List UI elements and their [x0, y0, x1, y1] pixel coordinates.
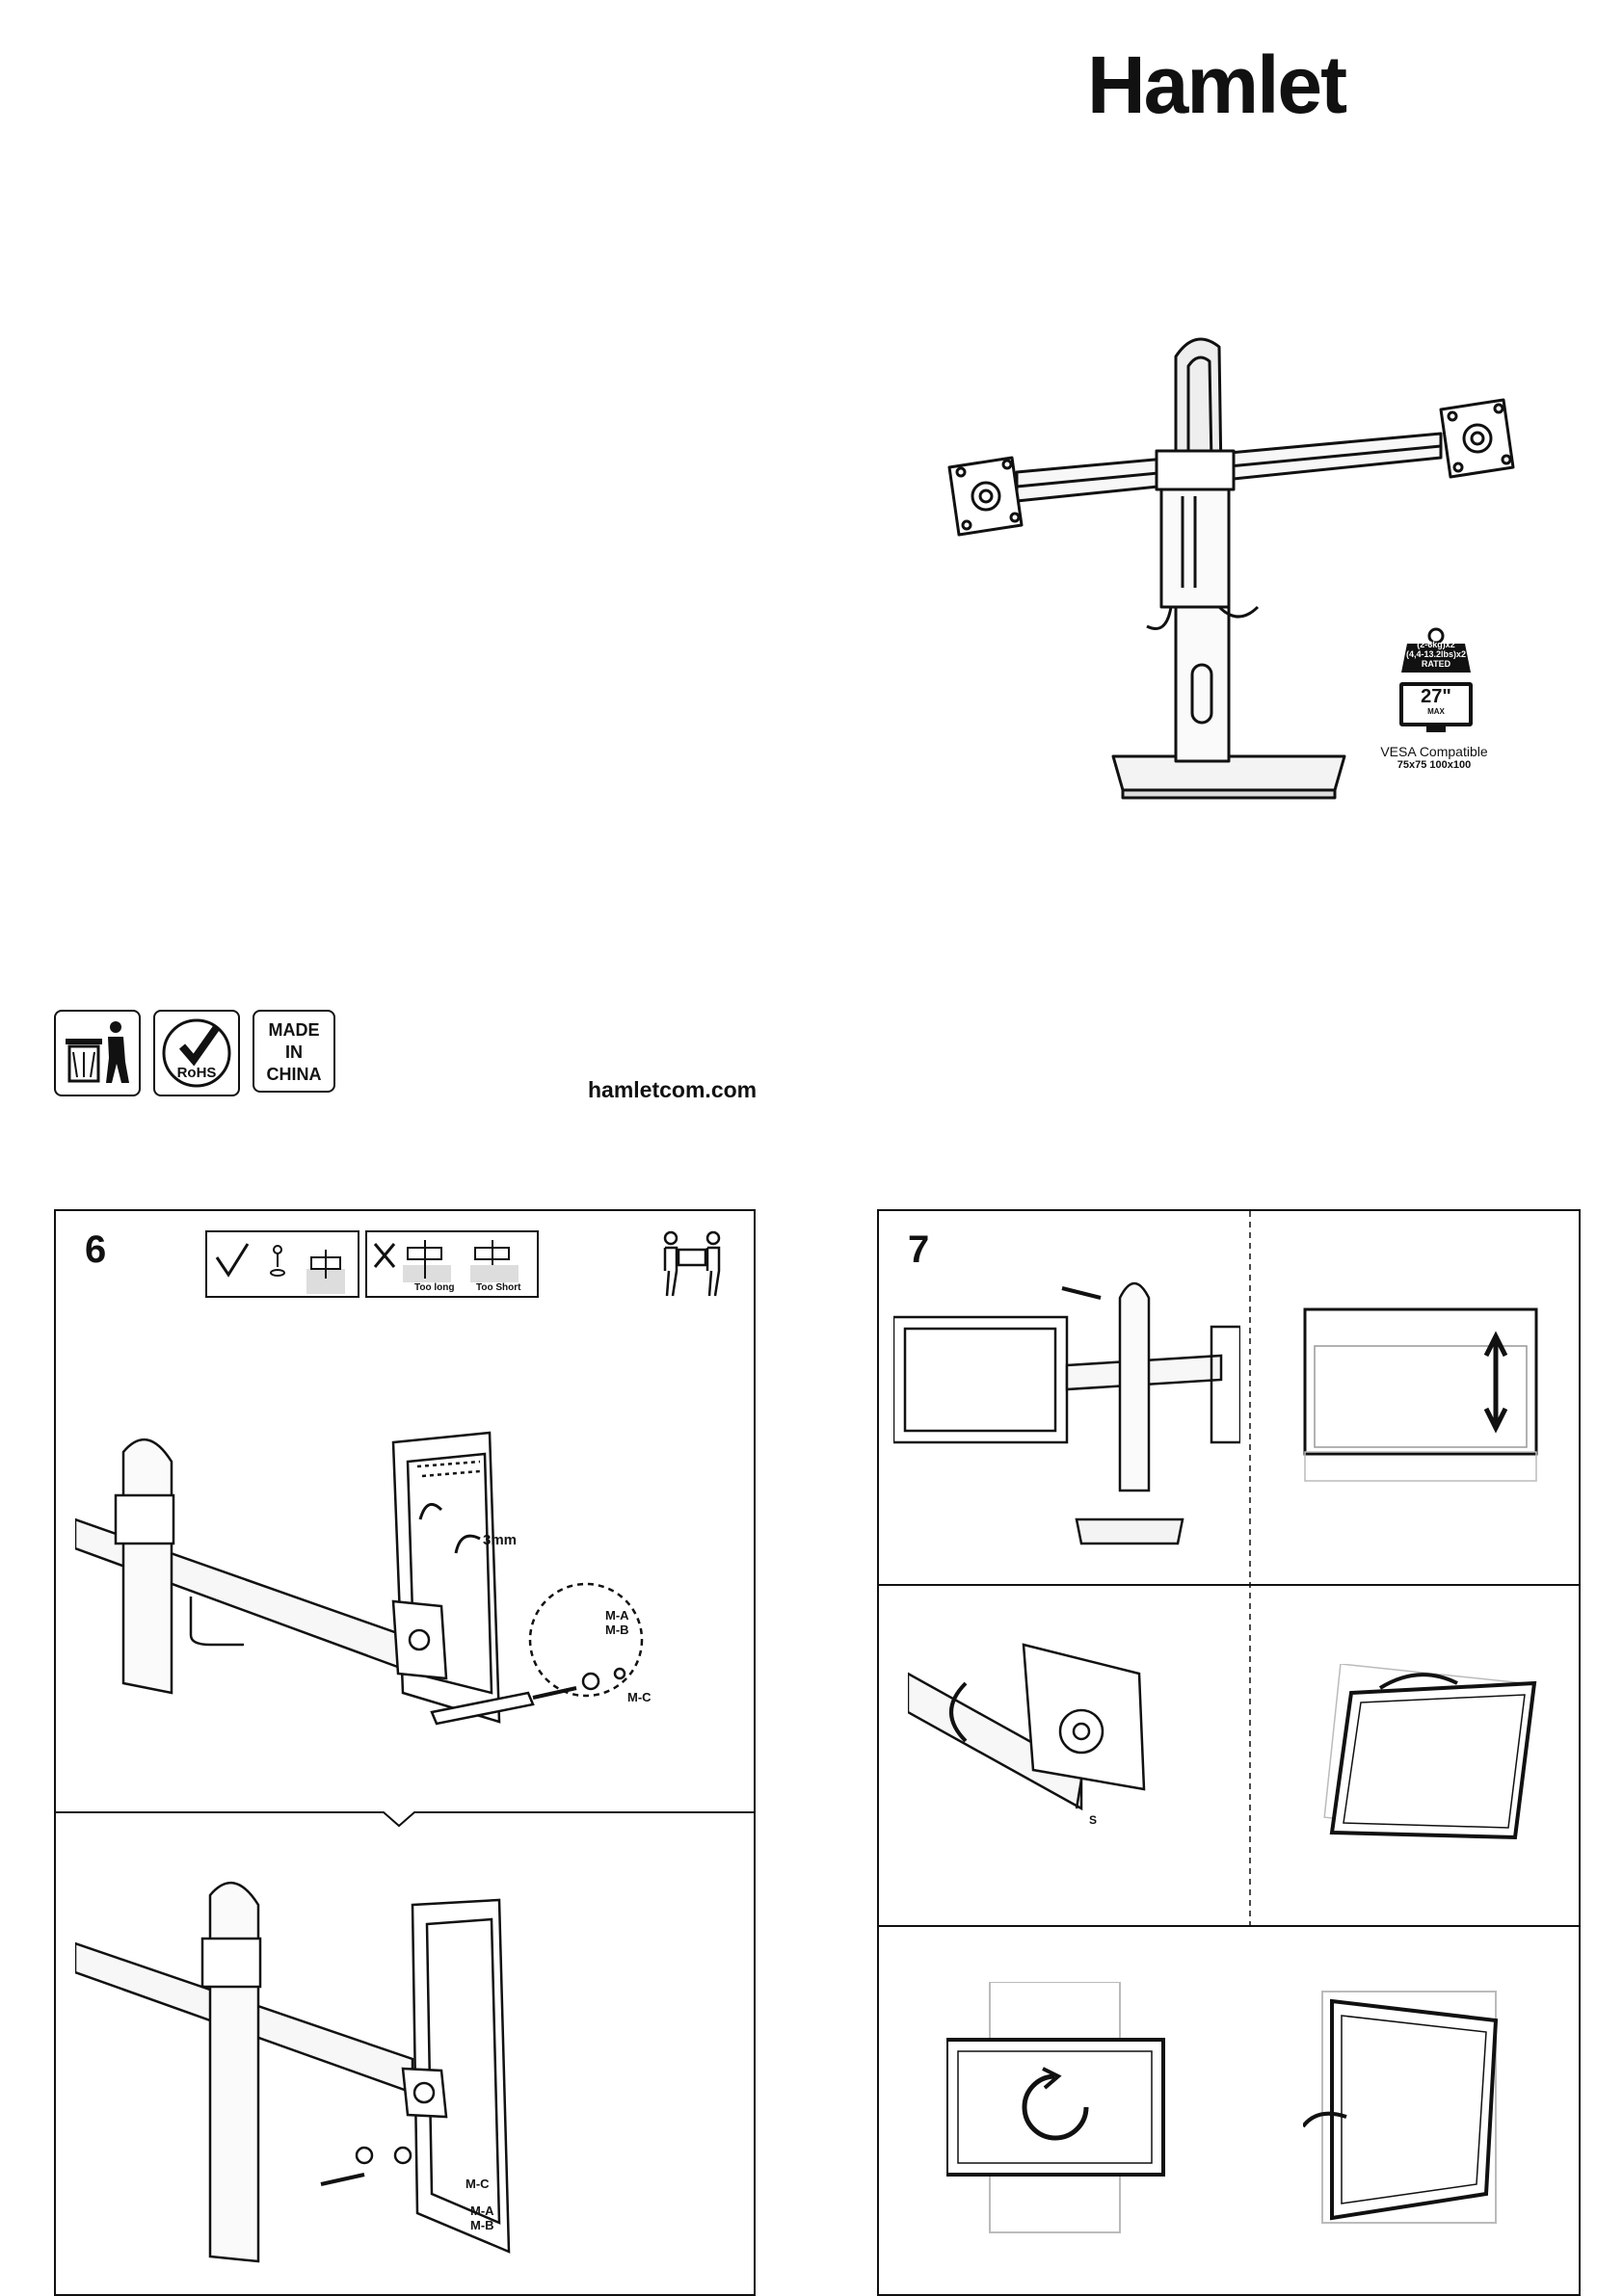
screen-size-value: 27" — [1421, 686, 1451, 707]
rohs-label: RoHS — [176, 1065, 217, 1081]
vesa-info — [1367, 744, 1502, 771]
step-7-panel — [877, 1209, 1581, 2296]
made-line-1: MADE — [268, 1020, 320, 1040]
step-6-divider — [56, 1810, 754, 1830]
weight-line-2: (4,4-13.2lbs)x2 — [1405, 649, 1467, 659]
brand-logo: Hamlet — [1087, 40, 1346, 130]
dimension-label: 3mm — [483, 1532, 518, 1548]
swivel-diagram — [1303, 1982, 1534, 2232]
made-in-china-badge — [253, 1010, 335, 1093]
weee-badge — [54, 1010, 141, 1096]
step-6-attach-diagram — [75, 1404, 731, 1789]
cross-icon — [375, 1244, 394, 1267]
tilt-diagram — [1322, 1664, 1544, 1847]
part-s-label: S — [1089, 1813, 1098, 1827]
website-link[interactable]: hamletcom.com — [588, 1077, 758, 1102]
tilt-height-diagram — [1303, 1307, 1544, 1500]
height-adjust-diagram — [893, 1269, 1240, 1568]
weight-line-1: (2-6kg)x2 — [1417, 640, 1455, 649]
part-labels-upper — [605, 1608, 629, 1637]
part-mb-label-lower: M-B — [470, 2218, 494, 2232]
push-arrow-icon — [1062, 1288, 1101, 1298]
vesa-title: VESA Compatible — [1380, 744, 1488, 759]
too-short-label: Too Short — [476, 1282, 521, 1293]
monitor-stand-icon — [1426, 726, 1446, 732]
part-mc-label: M-C — [627, 1690, 652, 1704]
weight-rating-badge — [1397, 626, 1475, 679]
too-long-label: Too long — [414, 1282, 455, 1293]
part-labels-lower — [470, 2204, 494, 2232]
screen-max-label: MAX — [1427, 707, 1445, 716]
screen-size-badge — [1399, 682, 1473, 732]
part-ma-label-lower: M-A — [470, 2204, 494, 2218]
step-6-panel — [54, 1209, 756, 2296]
part-ma-label: M-A — [605, 1608, 629, 1623]
rotation-diagram — [946, 1982, 1187, 2242]
step-6-number: 6 — [85, 1228, 107, 1271]
vesa-sizes: 75x75 100x100 — [1397, 759, 1472, 771]
part-mc-label-lower: M-C — [466, 2177, 490, 2191]
made-line-3: CHINA — [266, 1065, 322, 1084]
weee-bin-icon — [56, 1012, 139, 1095]
step-6-secured-diagram — [75, 1866, 731, 2271]
two-person-lift-icon — [653, 1228, 731, 1298]
part-mb-label: M-B — [605, 1623, 629, 1637]
weight-line-3: RATED — [1421, 659, 1451, 669]
tension-adjust-diagram — [908, 1635, 1226, 1866]
rohs-check-icon — [155, 1012, 238, 1095]
check-icon — [217, 1244, 248, 1275]
rohs-badge — [153, 1010, 240, 1096]
made-line-2: IN — [285, 1042, 303, 1062]
step-7-number: 7 — [908, 1228, 930, 1271]
